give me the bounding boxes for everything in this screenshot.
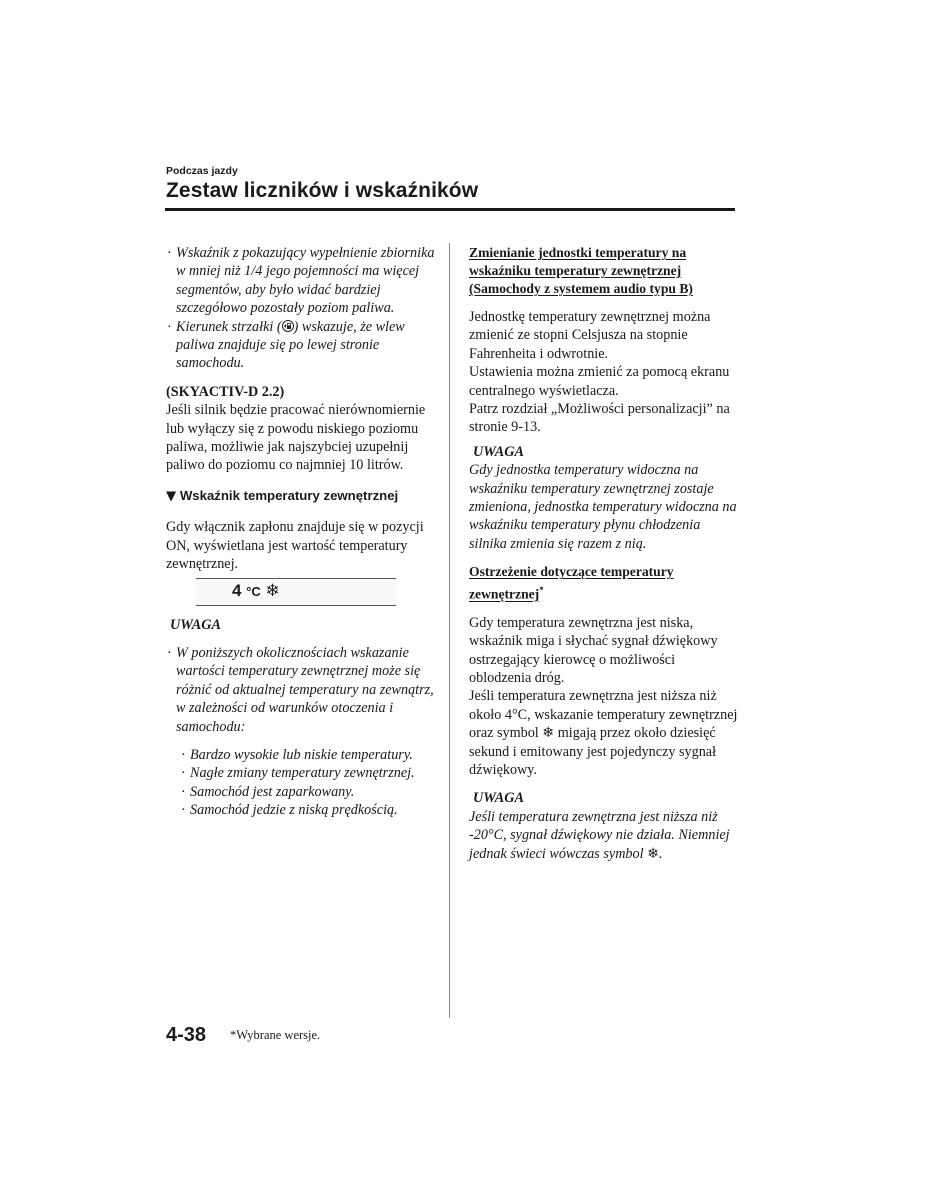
temperature-display-illustration	[196, 578, 396, 606]
uwaga-label: UWAGA	[170, 616, 221, 633]
warning-text-b2: migają przez około dziesięć sekund i emitowany jest pojedynczy sygnał dźwiękowy.	[469, 725, 717, 779]
bullet-icon: ·	[181, 802, 186, 819]
right-column	[469, 244, 739, 863]
unit-text-2: Ustawienia można zmienić za pomocą ekranu centralnego wyświetlacza.	[469, 364, 730, 399]
fuel-segments-text: Wskaźnik z pokazujący wypełnienie zbiornika w mniej niż 1/4 jego pojemności ma więcej segmentów, aby było widać bardziej szczegółowo pozostały poziom paliwa.	[176, 245, 435, 317]
column-divider	[449, 243, 450, 1018]
unit-text-1: Jednostkę temperatury zewnętrznej można zmienić ze stopni Celsjusza na stopnie Fahrenheita i odwrotnie.	[469, 309, 711, 362]
uwaga-label: UWAGA	[473, 443, 524, 460]
skyactiv-text: Jeśli silnik będzie pracować nierównomiernie lub wyłączy się z powodu niskiego poziomu paliwa, możliwie jak najszybciej uzupełnij paliwo do poziomu co najmniej 10 litrów.	[166, 402, 426, 474]
condition-text: Samochód jedzie z niską prędkością.	[190, 802, 398, 819]
warning-heading-text: Ostrzeżenie dotyczące temperatury zewnętrznej	[469, 564, 674, 602]
snowflake-icon: ❄	[542, 725, 555, 742]
uwaga-low-temp-body: Jeśli temperatura zewnętrzna jest niższa niż -20°C, sygnał dźwiękowy nie działa. Niemniej jednak świeci wówczas symbol	[469, 808, 730, 862]
bullet-icon: ·	[181, 765, 186, 782]
bullet-icon: ·	[167, 245, 172, 261]
unit-heading-text: Zmienianie jednostki temperatury na wskaźniku temperatury zewnętrznej (Samochody z systemem audio typu B)	[469, 245, 693, 296]
fuel-arrow-text-b: ) wskazuje, że wlew paliwa znajduje się po lewej stronie samochodu.	[176, 318, 405, 372]
uwaga-label: UWAGA	[473, 790, 524, 807]
fuel-pump-icon	[282, 320, 294, 332]
list-item	[166, 783, 436, 801]
unit-change-heading	[469, 244, 739, 298]
warning-text-b1: Jeśli temperatura zewnętrzna jest niższa niż około 4°C, wskazanie temperatury zewnętrznej oraz symbol	[469, 688, 738, 742]
list-item	[166, 801, 436, 819]
list-item-fuel-segments	[166, 244, 436, 318]
list-item	[166, 746, 436, 764]
snowflake-icon: ❄	[265, 580, 280, 601]
list-item-fuel-arrow	[166, 318, 436, 373]
bullet-icon: ·	[167, 318, 172, 335]
uwaga-intro-item	[166, 644, 436, 736]
temp-text: Gdy włącznik zapłonu znajduje się w pozycji ON, wyświetlana jest wartość temperatury zewnętrznej.	[166, 519, 424, 573]
page-number: 4-38	[166, 1024, 207, 1046]
down-triangle-icon: ▼	[166, 488, 177, 504]
display-unit: °C	[246, 583, 261, 599]
uwaga-intro-text: W poniższych okolicznościach wskazanie wartości temperatury zewnętrznej może się różnić od aktualnej temperatury na zewnątrz, w zależności od warunków otoczenia i samochodu:	[176, 644, 434, 735]
footnote: *Wybrane wersje.	[230, 1028, 321, 1042]
uwaga-unit-text: Gdy jednostka temperatury widoczna na wskaźniku temperatury zewnętrznej zostaje zmieniona, jednostka temperatury widoczna na wskaźniku temperatury płynu chłodzenia silnika zmienia się razem z nią.	[469, 462, 737, 552]
conditions-list	[166, 746, 436, 820]
condition-text: Samochód jest zaparkowany.	[190, 783, 355, 800]
display-readout	[232, 582, 280, 601]
condition-text: Bardzo wysokie lub niskie temperatury.	[190, 746, 413, 763]
title-rule	[165, 208, 735, 211]
optional-mark: *	[539, 585, 544, 596]
warning-text-a: Gdy temperatura zewnętrzna jest niska, wskaźnik miga i słychać sygnał dźwiękowy ostrzegający kierowcę o możliwości oblodzenia dróg.	[469, 614, 718, 687]
list-item	[166, 764, 436, 782]
fuel-arrow-text-a: Kierunek strzałki (	[176, 318, 282, 335]
left-column	[166, 244, 436, 820]
snowflake-icon: ❄	[647, 845, 660, 862]
unit-text-3: Patrz rozdział „Możliwości personalizacji” na stronie 9-13.	[469, 401, 730, 436]
temp-heading-text: Wskaźnik temperatury zewnętrznej	[179, 487, 399, 503]
uwaga-low-temp-end: .	[659, 845, 663, 862]
warning-text-b	[469, 687, 739, 779]
bullet-icon: ·	[181, 783, 186, 800]
skyactiv-heading: (SKYACTIV-D 2.2)	[166, 383, 285, 400]
uwaga-low-temp-text	[469, 808, 739, 863]
condition-text: Nagłe zmiany temperatury zewnętrznej.	[190, 765, 415, 782]
warning-heading	[469, 563, 739, 604]
page-title: Zestaw liczników i wskaźników	[166, 179, 479, 202]
temp-section-heading	[166, 487, 436, 506]
display-value: 4	[232, 580, 242, 600]
section-label: Podczas jazdy	[166, 165, 238, 177]
bullet-icon: ·	[181, 746, 186, 763]
bullet-icon: ·	[167, 644, 172, 661]
